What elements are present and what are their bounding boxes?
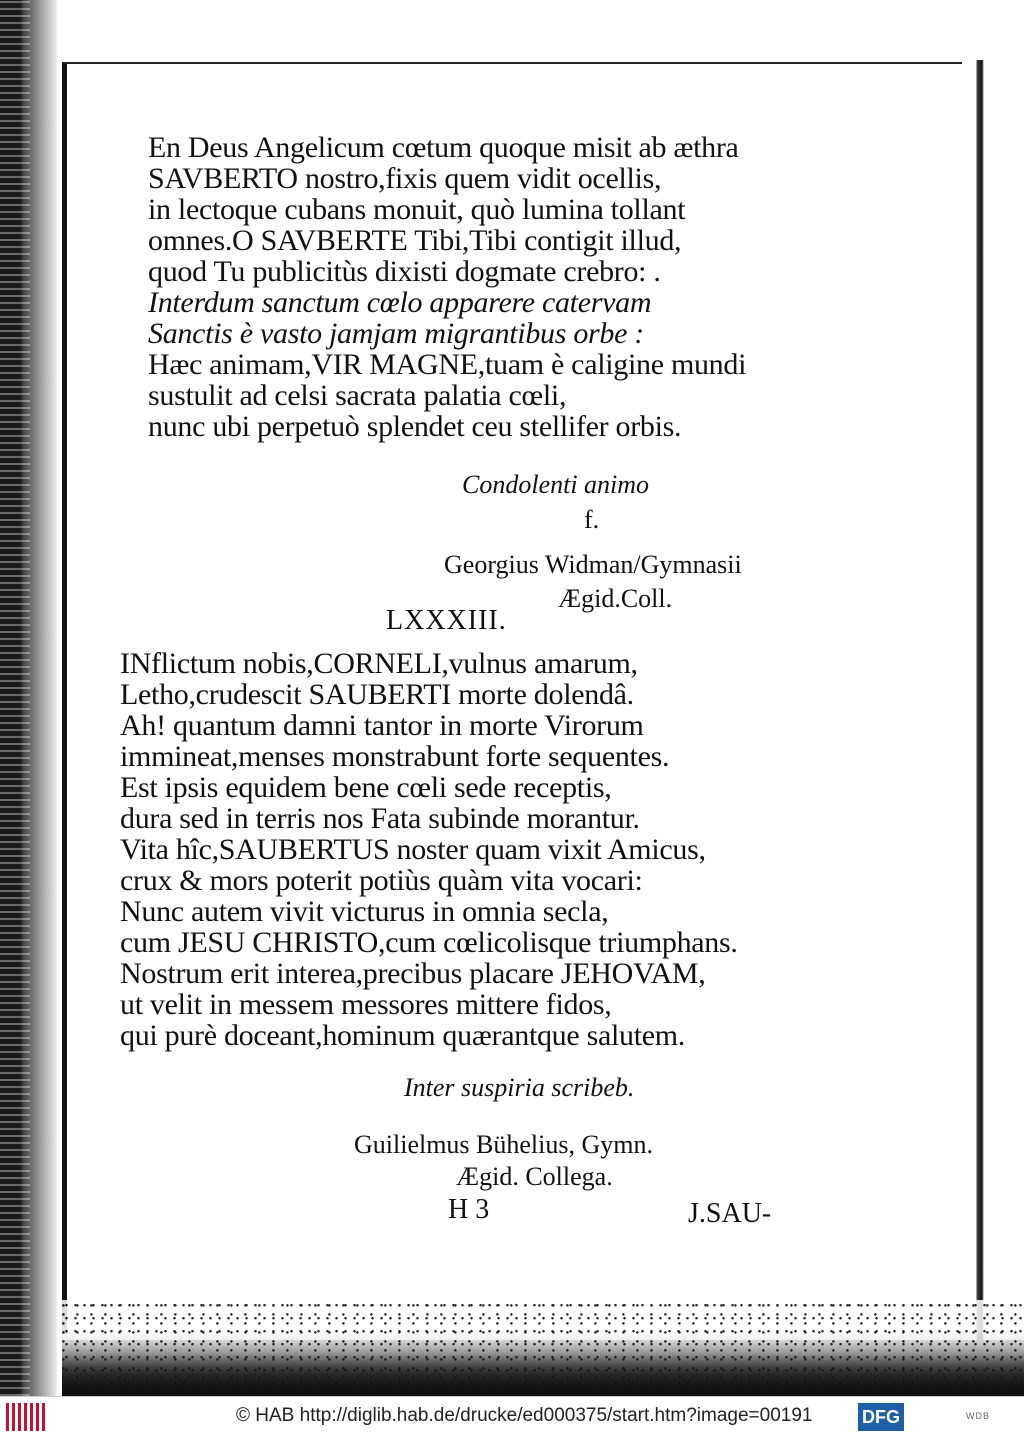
signature-1-f: f. — [584, 505, 600, 534]
signature-mark: H 3 — [448, 1194, 490, 1225]
poem-1-line: sustulit ad celsi sacrata palatia cœli, — [148, 379, 567, 412]
signature-1-name: Georgius Widman/Gymnasii — [444, 550, 742, 579]
poem-number-heading: LXXXIII. — [386, 605, 507, 636]
poem-1 — [148, 132, 746, 442]
poem-2-line: qui purè doceant,hominum quærantque salutem. — [120, 1019, 686, 1052]
poem-1-line: nunc ubi perpetuò splendet ceu stellifer orbis. — [148, 410, 682, 443]
poem-2-line: Nunc autem vivit victurus in omnia secla, — [120, 895, 609, 928]
catchword: J.SAU- — [688, 1198, 772, 1229]
poem-1-line-italic: Interdum sanctum cœlo apparere catervam — [148, 286, 652, 319]
dfg-logo[interactable]: DFG — [858, 1403, 904, 1431]
poem-1-line: quod Tu publicitùs dixisti dogmate crebro: . — [148, 255, 661, 288]
page-left-edge — [62, 64, 67, 1334]
book-gutter-shadow — [0, 0, 58, 1396]
poem-1-line-italic: Sanctis è vasto jamjam migrantibus orbe : — [148, 317, 645, 350]
poem-1-line: Hæc animam,VIR MAGNE,tuam è caligine mundi — [148, 348, 747, 381]
signature-2-note: Inter suspiria scribeb. — [404, 1073, 635, 1102]
poem-2-line: dura sed in terris nos Fata subinde morantur. — [120, 802, 640, 835]
poem-2 — [120, 648, 738, 1051]
source-url[interactable]: © HAB http://diglib.hab.de/drucke/ed000375/start.htm?image=00191 — [236, 1405, 813, 1426]
poem-1-line: SAVBERTO nostro,fixis quem vidit ocellis, — [148, 162, 662, 195]
poem-1-line: En Deus Angelicum cœtum quoque misit ab æthra — [148, 131, 739, 164]
wdb-logo[interactable]: WDB — [966, 1411, 990, 1421]
poem-2-line: cum JESU CHRISTO,cum cœlicolisque triumphans. — [120, 926, 738, 959]
signature-2-name: Guilielmus Bühelius, Gymn. — [354, 1130, 653, 1159]
poem-2-line: Letho,crudescit SAUBERTI morte dolendâ. — [120, 678, 634, 711]
poem-2-line: Vita hîc,SAUBERTUS noster quam vixit Amicus, — [120, 833, 706, 866]
page-right-edge — [970, 60, 990, 1340]
signature-1-title: Ægid.Coll. — [558, 584, 673, 613]
poem-2-line: immineat,menses monstrabunt forte sequentes. — [120, 740, 670, 773]
poem-2-line: INflictum nobis,CORNELI,vulnus amarum, — [120, 647, 638, 680]
poem-2-line: Est ipsis equidem bene cœli sede receptis, — [120, 771, 612, 804]
viewer-footer — [0, 1396, 1024, 1438]
hab-logo-icon[interactable] — [6, 1403, 46, 1431]
signature-2-title: Ægid. Collega. — [456, 1162, 613, 1191]
page-bottom-band — [62, 1340, 1024, 1396]
poem-1-line: omnes.O SAVBERTE Tibi,Tibi contigit illud, — [148, 224, 682, 257]
signature-1-note: Condolenti animo — [462, 470, 650, 499]
poem-2-line: crux & mors poterit potiùs quàm vita vocari: — [120, 864, 643, 897]
poem-1-line: in lectoque cubans monuit, quò lumina tollant — [148, 193, 686, 226]
poem-2-line: Ah! quantum damni tantor in morte Virorum — [120, 709, 644, 742]
poem-2-line: Nostrum erit interea,precibus placare JEHOVAM, — [120, 957, 706, 990]
page-top-edge — [62, 62, 962, 64]
poem-2-line: ut velit in messem messores mittere fidos, — [120, 988, 612, 1021]
